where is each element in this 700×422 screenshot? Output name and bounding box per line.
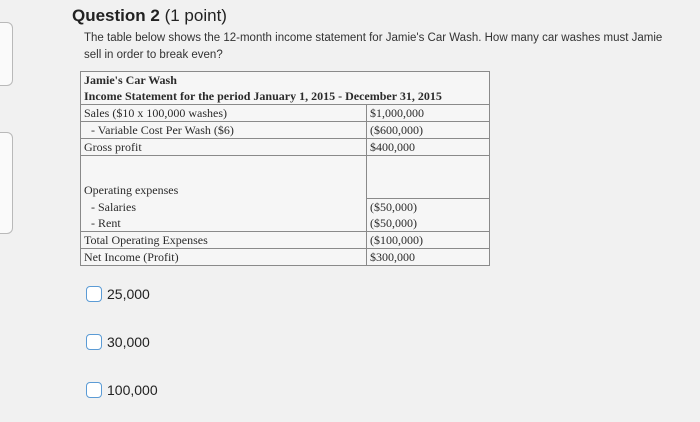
table-period-title: Income Statement for the period January 1, 2015 - December 31, 2015: [81, 88, 490, 105]
row-label: Gross profit: [81, 139, 367, 156]
row-amount: [367, 182, 490, 199]
answer-label: 100,000: [107, 382, 158, 398]
row-label: Total Operating Expenses: [81, 232, 367, 249]
row-label: - Variable Cost Per Wash ($6): [81, 122, 367, 139]
answer-label: 30,000: [107, 334, 150, 350]
answer-option-25000[interactable]: [86, 286, 150, 302]
question-points: (1 point): [164, 6, 227, 25]
row-label: Net Income (Profit): [81, 249, 367, 266]
income-statement-table: [80, 71, 490, 266]
answer-label: 25,000: [107, 286, 150, 302]
spacer-cell: [367, 156, 490, 183]
table-row: [81, 249, 490, 266]
question-title: [72, 6, 227, 26]
table-row: [81, 199, 490, 216]
spacer-cell: [81, 156, 367, 183]
table-row: [81, 105, 490, 122]
row-label: - Rent: [81, 215, 367, 232]
row-label: - Salaries: [81, 199, 367, 216]
answer-option-100000[interactable]: [86, 382, 158, 398]
row-amount: ($100,000): [367, 232, 490, 249]
left-panel-edge: [0, 22, 13, 86]
row-amount: $300,000: [367, 249, 490, 266]
row-amount: ($50,000): [367, 215, 490, 232]
row-amount: ($600,000): [367, 122, 490, 139]
table-row: [81, 139, 490, 156]
row-amount: $400,000: [367, 139, 490, 156]
radio-button[interactable]: [86, 382, 102, 398]
row-amount: $1,000,000: [367, 105, 490, 122]
row-amount: ($50,000): [367, 199, 490, 216]
table-spacer-row: [81, 156, 490, 183]
question-number: Question 2: [72, 6, 160, 25]
row-label: Sales ($10 x 100,000 washes): [81, 105, 367, 122]
left-panel-edge-lower: [0, 132, 13, 234]
table-row: [81, 122, 490, 139]
table-row: [81, 232, 490, 249]
row-label: Operating expenses: [81, 182, 367, 199]
table-company-name: Jamie's Car Wash: [81, 72, 490, 89]
answer-option-30000[interactable]: [86, 334, 150, 350]
question-prompt: The table below shows the 12-month income statement for Jamie's Car Wash. How many car washes must Jamie sell in order to break even?: [84, 32, 663, 61]
table-row: [81, 215, 490, 232]
table-row: [81, 182, 490, 199]
radio-button[interactable]: [86, 334, 102, 350]
radio-button[interactable]: [86, 286, 102, 302]
